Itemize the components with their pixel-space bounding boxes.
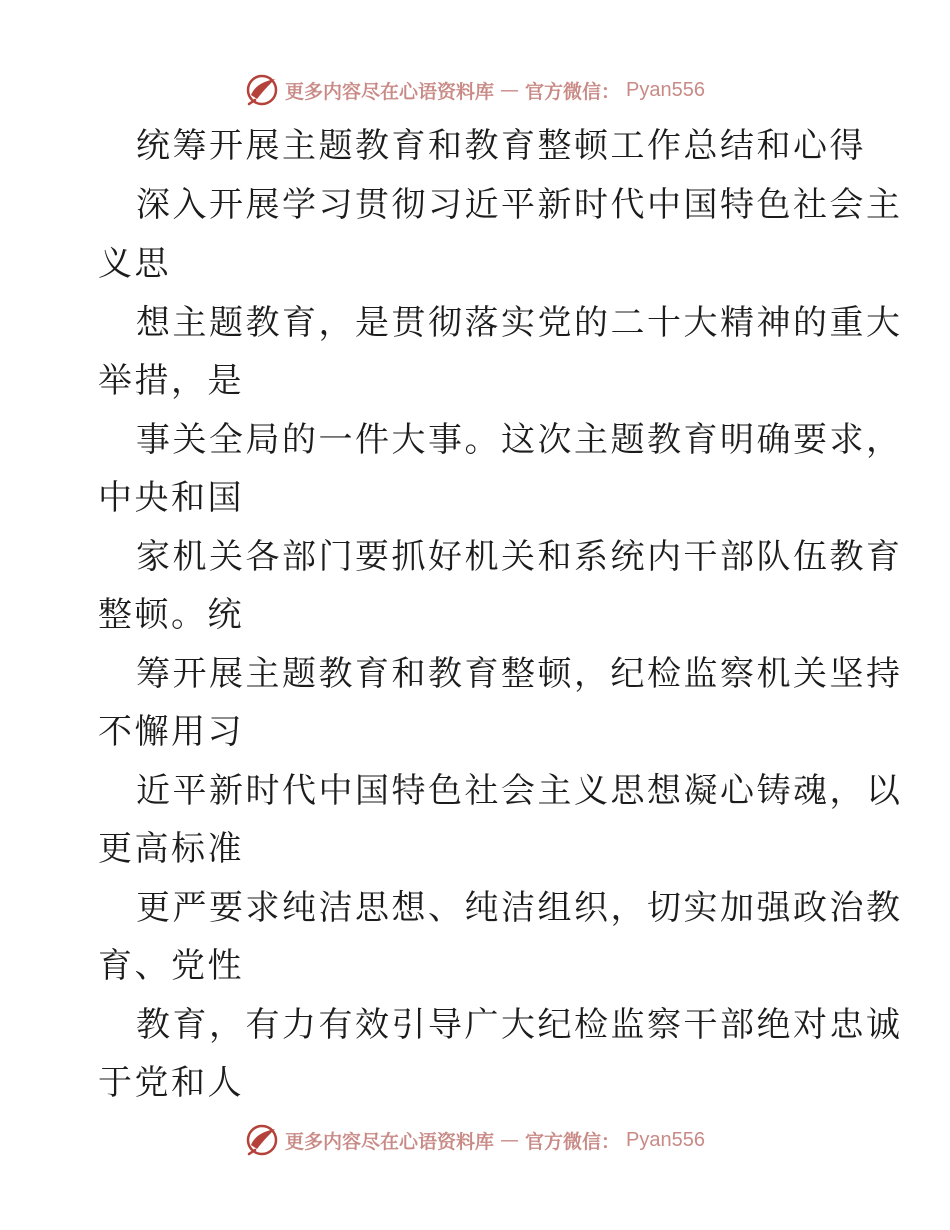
header-banner: [0, 70, 950, 110]
banner-wechat-label: 官方微信：: [525, 80, 621, 103]
banner-brand: 更多内容尽在心语资料库: [285, 80, 495, 103]
text-line: 举措，是: [98, 361, 244, 401]
text-line: 中央和国: [98, 478, 244, 518]
text-line: 于党和人: [98, 1063, 244, 1103]
text-line: 想主题教育，是贯彻落实党的二十大精神的重大: [136, 303, 903, 343]
banner-wechat-id: Pyan556: [626, 1128, 705, 1151]
banner-brand: 更多内容尽在心语资料库: [285, 1130, 495, 1153]
banner-separator: —: [500, 79, 520, 101]
text-line: 近平新时代中国特色社会主义思想凝心铸魂，以: [136, 771, 903, 811]
pen-logo-icon: [245, 73, 279, 107]
document-title: 统筹开展主题教育和教育整顿工作总结和心得: [136, 126, 866, 166]
text-line: 事关全局的一件大事。这次主题教育明确要求，: [136, 420, 903, 460]
text-line: 筹开展主题教育和教育整顿，纪检监察机关坚持: [136, 654, 903, 694]
text-line: 义思: [98, 244, 171, 284]
text-line: 不懈用习: [98, 712, 244, 752]
pen-logo-icon: [245, 1123, 279, 1157]
text-line: 家机关各部门要抓好机关和系统内干部队伍教育: [136, 537, 903, 577]
text-line: 深入开展学习贯彻习近平新时代中国特色社会主: [136, 185, 903, 225]
footer-banner: [0, 1120, 950, 1160]
banner-wechat-id: Pyan556: [626, 78, 705, 101]
text-line: 育、党性: [98, 946, 244, 986]
text-line: 教育，有力有效引导广大纪检监察干部绝对忠诚: [136, 1005, 903, 1045]
banner-separator: —: [500, 1129, 520, 1151]
text-line: 更严要求纯洁思想、纯洁组织，切实加强政治教: [136, 888, 903, 928]
text-line: 更高标准: [98, 829, 244, 869]
text-line: 整顿。统: [98, 595, 244, 635]
banner-wechat-label: 官方微信：: [525, 1130, 621, 1153]
